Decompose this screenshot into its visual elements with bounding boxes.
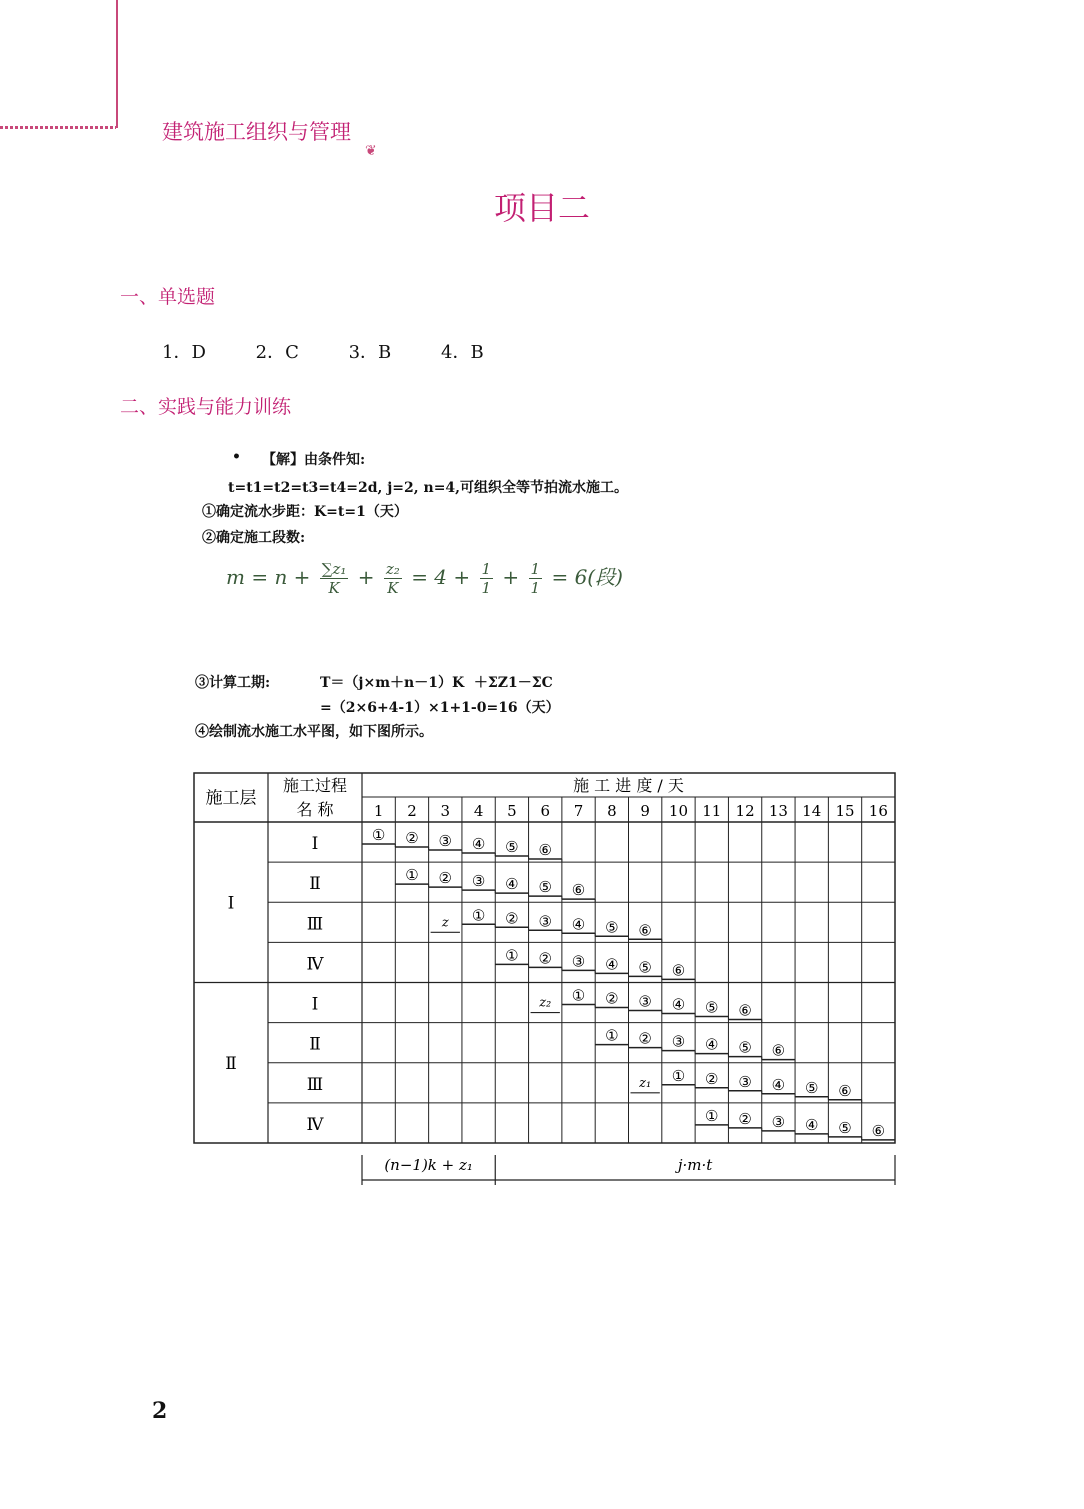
page-number: 2 bbox=[152, 1398, 168, 1424]
formula-result: = 6(段) bbox=[551, 565, 623, 589]
day-label: 12 bbox=[735, 802, 755, 820]
segment-label: ① bbox=[371, 826, 386, 844]
answer-4: 4．B bbox=[441, 342, 484, 363]
gap-label: z bbox=[441, 915, 449, 931]
answer-3: 3．B bbox=[348, 342, 392, 363]
segment-label: ② bbox=[538, 949, 552, 968]
formula-frac-2: $\frac{\text{z₂}}{K}$ bbox=[385, 560, 400, 597]
layer-label: Ⅱ bbox=[225, 1053, 237, 1074]
header-layer: 施工层 bbox=[205, 788, 257, 809]
day-label: 7 bbox=[573, 802, 584, 820]
day-label: 5 bbox=[507, 802, 517, 820]
day-label: 3 bbox=[440, 802, 451, 820]
dim-label-left: (n−1)k + z₁ bbox=[384, 1156, 473, 1174]
process-label: Ⅱ bbox=[309, 1034, 321, 1055]
formula-frac-4: $\frac{1}{1}$ bbox=[530, 560, 541, 597]
process-label: Ⅰ bbox=[311, 834, 319, 855]
segment-label: ⑥ bbox=[838, 1081, 852, 1100]
segment-label: ⑥ bbox=[671, 961, 686, 980]
step4-line: ④绘制流水施工水平图，如下图所示。 bbox=[195, 724, 433, 740]
day-label: 4 bbox=[473, 802, 484, 820]
segment-label: ③ bbox=[738, 1072, 752, 1091]
solution-intro: 【解】由条件知: bbox=[262, 452, 366, 468]
segment-label: ① bbox=[671, 1066, 686, 1085]
answer-1: 1．D bbox=[162, 342, 206, 363]
answer-2: 2．C bbox=[255, 342, 299, 363]
segment-label: ② bbox=[405, 829, 419, 847]
conditions-line: t=t1=t2=t3=t4=2d, j=2, n=4,可组织全等节拍流水施工。 bbox=[228, 480, 629, 496]
segment-label: ⑥ bbox=[871, 1121, 886, 1140]
segment-label: ① bbox=[471, 906, 486, 925]
segment-label: ④ bbox=[605, 955, 619, 974]
header-process: 施工过程 bbox=[282, 776, 348, 795]
segment-label: ⑥ bbox=[638, 921, 652, 940]
segment-label: ② bbox=[705, 1069, 719, 1088]
segment-label: ③ bbox=[438, 832, 453, 850]
layer-label: Ⅰ bbox=[227, 893, 235, 914]
segment-label: ⑥ bbox=[738, 1001, 752, 1020]
day-label: 11 bbox=[702, 802, 722, 820]
header-progress: 施 工 进 度 / 天 bbox=[573, 776, 684, 795]
dim-label-right: j·m·t bbox=[677, 1156, 713, 1174]
bullet: • bbox=[232, 449, 241, 465]
gap-label: z₂ bbox=[539, 995, 552, 1011]
book-title: 建筑施工组织与管理 bbox=[162, 120, 351, 144]
process-label: Ⅳ bbox=[306, 954, 324, 975]
duration-calc: =（2×6+4-1）×1+1-0=16（天） bbox=[320, 700, 560, 716]
segment-label: ③ bbox=[471, 872, 486, 891]
step1-line: ①确定流水步距：K=t=1（天） bbox=[202, 504, 408, 520]
process-label: Ⅲ bbox=[306, 914, 324, 935]
segment-label: ② bbox=[638, 1029, 652, 1048]
day-label: 15 bbox=[835, 802, 855, 820]
formula-lhs: m = n + bbox=[226, 565, 311, 589]
formula-frac-1: $\frac{\text{∑z₁}}{K}$ bbox=[321, 560, 347, 597]
segment-label: ① bbox=[705, 1106, 719, 1125]
formula-frac-3: $\frac{1}{1}$ bbox=[481, 560, 492, 597]
day-label: 14 bbox=[802, 802, 822, 820]
day-label: 16 bbox=[868, 802, 888, 820]
segment-label: ⑥ bbox=[571, 881, 586, 900]
segment-label: ④ bbox=[571, 915, 586, 934]
segment-label: ③ bbox=[671, 1032, 686, 1051]
segment-label: ⑥ bbox=[538, 841, 552, 859]
segment-label: ① bbox=[571, 986, 586, 1005]
segment-label: ② bbox=[438, 869, 453, 888]
segment-label: ④ bbox=[771, 1075, 786, 1094]
section1-heading: 一、单选题 bbox=[120, 286, 216, 308]
segment-label: ① bbox=[405, 866, 419, 885]
segment-label: ② bbox=[605, 989, 619, 1008]
segment-label: ② bbox=[505, 909, 519, 928]
process-label: Ⅲ bbox=[306, 1074, 324, 1095]
segment-label: ③ bbox=[771, 1112, 786, 1131]
segment-label: ④ bbox=[471, 835, 486, 853]
segment-label: ④ bbox=[671, 995, 686, 1014]
segment-label: ⑤ bbox=[705, 998, 719, 1017]
segment-label: ② bbox=[738, 1109, 752, 1128]
segment-label: ⑤ bbox=[638, 958, 652, 977]
segment-label: ⑤ bbox=[505, 838, 519, 856]
day-label: 6 bbox=[540, 802, 550, 820]
step2-line: ②确定施工段数: bbox=[202, 530, 306, 546]
day-label: 13 bbox=[768, 802, 788, 820]
segment-label: ① bbox=[605, 1026, 619, 1045]
day-label: 2 bbox=[407, 802, 417, 820]
segment-label: ④ bbox=[505, 875, 519, 894]
segment-label: ③ bbox=[638, 992, 652, 1011]
page-title: 项目二 bbox=[493, 189, 590, 227]
segment-label: ⑤ bbox=[838, 1118, 852, 1137]
process-label: Ⅳ bbox=[306, 1114, 324, 1135]
gap-label: z₁ bbox=[639, 1075, 652, 1091]
day-label: 8 bbox=[607, 802, 617, 820]
segment-label: ④ bbox=[705, 1035, 719, 1054]
flourish-icon: ❦ bbox=[365, 143, 377, 159]
process-label: Ⅰ bbox=[311, 994, 319, 1015]
segment-label: ③ bbox=[571, 952, 586, 971]
segment-label: ③ bbox=[538, 912, 552, 931]
segment-label: ⑤ bbox=[538, 878, 552, 897]
segment-label: ④ bbox=[804, 1115, 819, 1134]
segment-label: ⑤ bbox=[605, 918, 619, 937]
segment-label: ① bbox=[505, 946, 519, 965]
process-label: Ⅱ bbox=[309, 874, 321, 895]
segment-label: ⑤ bbox=[804, 1078, 819, 1097]
day-label: 9 bbox=[640, 802, 650, 820]
duration-formula: T＝（j×m＋n－1）K ＋ΣZ1－ΣC bbox=[320, 675, 553, 691]
segments-formula: m = n + $\frac{\text{∑z₁}}{K}$ + $\frac{\text{z₂}}{K}$ = 4 + $\frac{1}{1}$ + $\frac{1}{1}$ = 6(段) bbox=[226, 560, 623, 597]
step3-label: ③计算工期: bbox=[195, 675, 271, 691]
header-process-name: 名 称 bbox=[296, 800, 334, 819]
segment-label: ⑥ bbox=[771, 1041, 786, 1060]
day-label: 1 bbox=[373, 802, 384, 820]
section2-heading: 二、实践与能力训练 bbox=[120, 396, 292, 418]
segment-label: ⑤ bbox=[738, 1038, 752, 1057]
day-label: 10 bbox=[668, 802, 689, 820]
